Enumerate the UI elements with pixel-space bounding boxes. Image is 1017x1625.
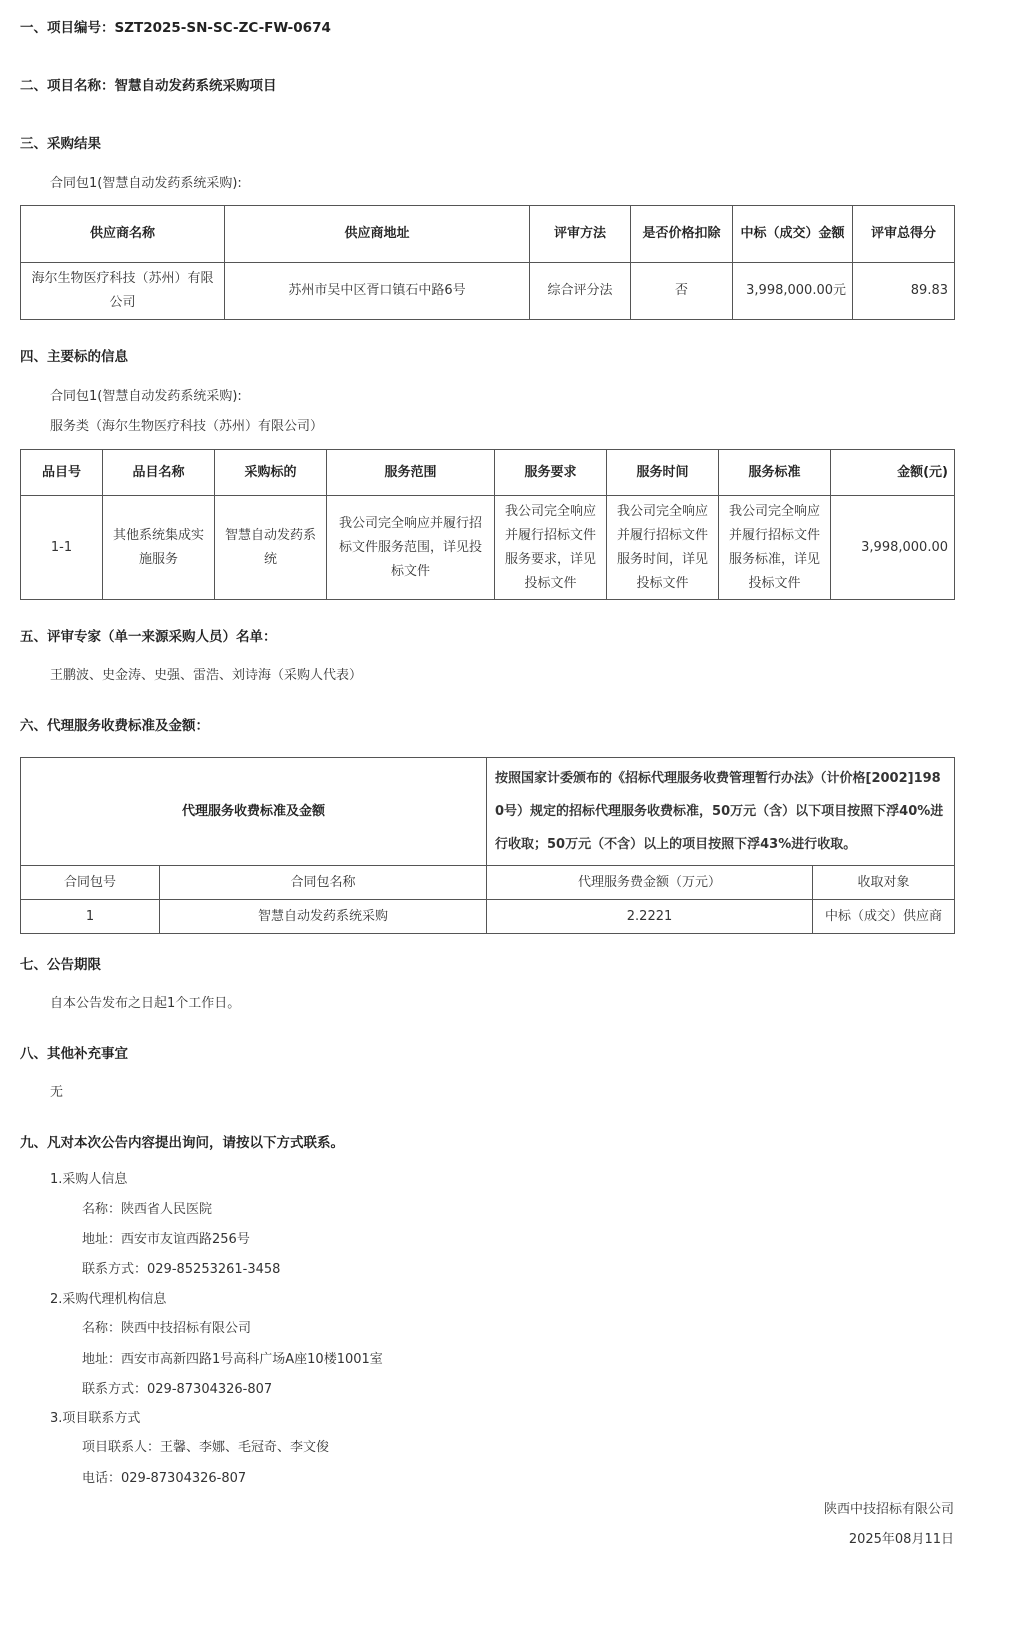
service-requirement-cell: 我公司完全响应并履行招标文件服务要求，详见投标文件 xyxy=(495,496,607,600)
purchaser-name: 名称：陕西省人民医院 xyxy=(82,1202,213,1217)
total-score-cell: 89.83 xyxy=(853,263,955,320)
contact-heading: 九、凡对本次公告内容提出询问，请按以下方式联系。 xyxy=(20,1135,344,1151)
item-name-cell: 其他系统集成实施服务 xyxy=(103,496,215,600)
header-procurement-subject: 采购标的 xyxy=(215,450,327,496)
project-name-heading: 二、项目名称：智慧自动发药系统采购项目 xyxy=(20,78,277,94)
header-fee-payer: 收取对象 xyxy=(813,866,955,900)
supplier-address-cell: 苏州市吴中区胥口镇石中路6号 xyxy=(225,263,530,320)
amount-cell: 3,998,000.00 xyxy=(831,496,955,600)
notice-period-heading: 七、公告期限 xyxy=(20,957,101,973)
header-service-standard: 服务标准 xyxy=(719,450,831,496)
header-supplier-address: 供应商地址 xyxy=(225,206,530,263)
notice-period-text: 自本公告发布之日起1个工作日。 xyxy=(50,996,241,1011)
package-label: 合同包1(智慧自动发药系统采购): xyxy=(50,176,242,191)
package-number-cell: 1 xyxy=(21,900,160,934)
project-contact-title: 3.项目联系方式 xyxy=(50,1411,141,1426)
expert-list-heading: 五、评审专家（单一来源采购人员）名单： xyxy=(20,629,277,645)
agency-name: 名称：陕西中技招标有限公司 xyxy=(82,1321,252,1336)
header-supplier-name: 供应商名称 xyxy=(21,206,225,263)
supplier-name-cell: 海尔生物医疗科技（苏州）有限公司 xyxy=(21,263,225,320)
service-standard-cell: 我公司完全响应并履行招标文件服务标准，详见投标文件 xyxy=(719,496,831,600)
fee-standard-label: 代理服务收费标准及金额 xyxy=(21,758,487,866)
package-name-cell: 智慧自动发药系统采购 xyxy=(160,900,487,934)
table-header-row xyxy=(21,866,955,900)
agency-fee-table xyxy=(20,757,955,934)
table-row xyxy=(21,263,955,320)
header-service-scope: 服务范围 xyxy=(327,450,495,496)
fee-payer-cell: 中标（成交）供应商 xyxy=(813,900,955,934)
header-award-amount: 中标（成交）金额 xyxy=(733,206,853,263)
agency-info-title: 2.采购代理机构信息 xyxy=(50,1292,167,1307)
footer-company: 陕西中技招标有限公司 xyxy=(823,1502,954,1517)
fee-standard-row xyxy=(21,758,955,866)
purchaser-contact: 联系方式：029-85253261-3458 xyxy=(82,1262,281,1277)
header-package-number: 合同包号 xyxy=(21,866,160,900)
purchaser-info-title: 1.采购人信息 xyxy=(50,1172,128,1187)
agency-fee-cell: 2.2221 xyxy=(487,900,813,934)
table-row xyxy=(21,900,955,934)
project-number-heading: 一、项目编号：SZT2025-SN-SC-ZC-FW-0674 xyxy=(20,20,331,36)
review-method-cell: 综合评分法 xyxy=(530,263,631,320)
header-item-number: 品目号 xyxy=(21,450,103,496)
header-price-deduction: 是否价格扣除 xyxy=(631,206,733,263)
main-subject-table xyxy=(20,449,955,600)
header-review-method: 评审方法 xyxy=(530,206,631,263)
service-time-cell: 我公司完全响应并履行招标文件服务时间，详见投标文件 xyxy=(607,496,719,600)
purchaser-address: 地址：西安市友谊西路256号 xyxy=(82,1232,250,1247)
header-total-score: 评审总得分 xyxy=(853,206,955,263)
table-row xyxy=(21,496,955,600)
agency-contact: 联系方式：029-87304326-807 xyxy=(82,1382,273,1397)
header-service-time: 服务时间 xyxy=(607,450,719,496)
procurement-result-table xyxy=(20,205,955,320)
project-contact-phone: 电话：029-87304326-807 xyxy=(82,1471,247,1486)
agency-address: 地址：西安市高新四路1号高科广场A座10楼1001室 xyxy=(82,1352,383,1367)
header-service-requirement: 服务要求 xyxy=(495,450,607,496)
fee-standard-text: 按照国家计委颁布的《招标代理服务收费管理暂行办法》（计价格[2002]1980号）规定的招标代理服务收费标准，50万元（含）以下项目按照下浮40%进行收取；50万元（不含）以上的项目按照下浮43%进行收取。 xyxy=(487,758,955,866)
category-label: 服务类（海尔生物医疗科技（苏州）有限公司） xyxy=(50,419,324,434)
table-header-row xyxy=(21,206,955,263)
table-header-row xyxy=(21,450,955,496)
service-scope-cell: 我公司完全响应并履行招标文件服务范围，详见投标文件 xyxy=(327,496,495,600)
header-agency-fee: 代理服务费金额（万元） xyxy=(487,866,813,900)
expert-names: 王鹏波、史金涛、史强、雷浩、刘诗海（采购人代表） xyxy=(50,668,363,683)
header-amount: 金额(元) xyxy=(831,450,955,496)
award-amount-cell: 3,998,000.00元 xyxy=(733,263,853,320)
price-deduction-cell: 否 xyxy=(631,263,733,320)
agency-fee-heading: 六、代理服务收费标准及金额： xyxy=(20,718,209,734)
other-matters-text: 无 xyxy=(50,1085,64,1100)
header-item-name: 品目名称 xyxy=(103,450,215,496)
package-label: 合同包1(智慧自动发药系统采购): xyxy=(50,389,242,404)
procurement-result-heading: 三、采购结果 xyxy=(20,136,101,152)
item-number-cell: 1-1 xyxy=(21,496,103,600)
procurement-subject-cell: 智慧自动发药系统 xyxy=(215,496,327,600)
project-contact-persons: 项目联系人：王馨、李娜、毛冠奇、李文俊 xyxy=(82,1440,330,1455)
footer-date: 2025年08月11日 xyxy=(848,1532,954,1547)
header-package-name: 合同包名称 xyxy=(160,866,487,900)
main-subject-heading: 四、主要标的信息 xyxy=(20,349,128,365)
other-matters-heading: 八、其他补充事宜 xyxy=(20,1046,128,1062)
